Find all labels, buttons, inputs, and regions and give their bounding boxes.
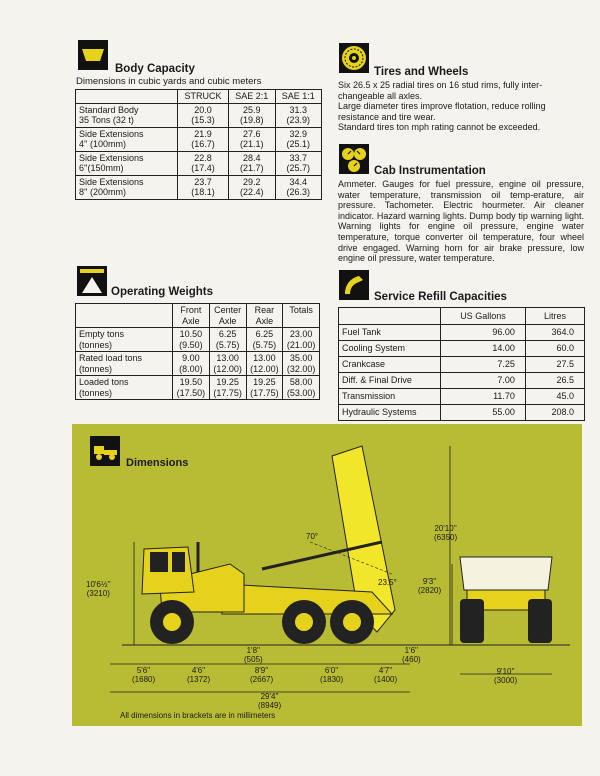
cell-metric: (53.00)	[286, 387, 316, 398]
tires-paragraph-1: Six 26.5 x 25 radial tires on 16 stud rims, fully inter-changeable all axles.	[338, 80, 543, 101]
tires-paragraph-2: Large diameter tires improve flotation, reduce rolling resistance and tire wear.	[338, 101, 546, 122]
row-label: Side Extensions	[79, 152, 144, 163]
column-header: Litres	[525, 308, 584, 325]
cell-metric: (17.75)	[213, 387, 242, 398]
cell-value: 11.70	[441, 389, 526, 405]
cell-value: 25.9	[243, 104, 261, 115]
body-capacity-table	[75, 89, 322, 200]
row-label: Loaded tons	[79, 377, 129, 387]
dimensions-footnote: All dimensions in brackets are in millimeters	[120, 711, 276, 720]
cell-metric: (21.7)	[240, 163, 264, 173]
body-capacity-subtitle: Dimensions in cubic yards and cubic meters	[76, 76, 262, 87]
cell-value: 31.3	[289, 104, 308, 115]
cell-metric: (5.75)	[252, 339, 277, 350]
cell-metric: (17.50)	[176, 387, 206, 398]
cell-value: 96.00	[441, 325, 526, 341]
cell-value: 60.0	[525, 341, 584, 357]
operating-weights-title: Operating Weights	[111, 286, 214, 298]
dump-body-icon	[78, 40, 108, 70]
wheel	[150, 600, 194, 644]
column-header-sub: Axle	[182, 315, 200, 326]
cell-value: 29.2	[243, 176, 261, 187]
cell-metric: (21.00)	[286, 339, 316, 350]
dimension-mm: (8949)	[258, 701, 282, 710]
table-row	[76, 175, 322, 199]
cell-value: 28.4	[243, 152, 261, 163]
table-row	[76, 376, 320, 400]
cell-metric: (15.3)	[191, 115, 215, 125]
dimension-mm: (505)	[244, 655, 263, 664]
ground-clearance-label	[244, 646, 263, 664]
tipped-height-label	[434, 524, 457, 542]
dimension-value: 4'6''	[191, 666, 206, 675]
dimension-value: 20'10''	[434, 524, 457, 533]
cell-metric: (18.1)	[191, 187, 215, 197]
dimension-mm: (1680)	[132, 675, 156, 684]
cell-value: 27.5	[525, 357, 584, 373]
dimension-mm: (2667)	[250, 675, 274, 684]
cell-value: 55.00	[441, 405, 526, 421]
dimension-mm: (2820)	[418, 586, 442, 595]
row-label: Standard Body	[79, 104, 139, 115]
column-header: SAE 2:1	[229, 90, 275, 104]
dimension-value: 8'9''	[254, 666, 269, 675]
row-label: Rated load tons	[79, 353, 143, 363]
cell-value: 6.25	[218, 329, 237, 339]
table-row	[339, 341, 585, 357]
dimension-value: 4'7''	[378, 666, 393, 675]
table-row	[76, 328, 320, 352]
cell-value: 19.50	[179, 377, 203, 387]
cell-value: 23.7	[194, 176, 212, 187]
column-header: Center	[214, 305, 242, 315]
rear-view-body	[460, 557, 552, 590]
cell-value: 23.00	[289, 329, 313, 339]
cell-value: 9.00	[182, 353, 200, 363]
cell-value: 20.0	[194, 104, 212, 115]
cab-title: Cab Instrumentation	[374, 165, 486, 177]
cell-value: 32.9	[289, 128, 308, 139]
cell-value: 45.0	[525, 389, 584, 405]
rear-wheel-left	[460, 599, 484, 643]
cell-metric: (9.50)	[179, 339, 203, 350]
cell-metric: (17.4)	[191, 163, 215, 173]
column-header: SAE 1:1	[275, 90, 321, 104]
cell-value: 13.00	[216, 353, 239, 363]
cell-metric: (25.1)	[286, 139, 311, 149]
cell-metric: (12.00)	[213, 363, 242, 374]
dimension-mm: (6350)	[434, 533, 458, 542]
cell-value: 27.6	[243, 128, 261, 139]
column-header	[76, 90, 178, 104]
cell-value: 33.7	[289, 152, 308, 163]
table-row	[76, 103, 322, 127]
tires-title: Tires and Wheels	[374, 66, 469, 78]
cell-value: 6.25	[255, 329, 274, 339]
cell-value: 34.4	[289, 176, 308, 187]
column-header	[339, 308, 441, 325]
row-label: Side Extensions	[79, 176, 144, 187]
column-header: Rear	[254, 305, 275, 315]
dimension-mm: (1830)	[320, 675, 344, 684]
row-sublabel: (tonnes)	[79, 363, 113, 374]
row-label: Fuel Tank	[339, 325, 441, 341]
dimension-mm: (3210)	[86, 589, 110, 598]
cell-value: 7.00	[441, 373, 526, 389]
cab-window	[150, 552, 168, 572]
cell-metric: (21.1)	[240, 139, 264, 149]
cell-value: 14.00	[441, 341, 526, 357]
rear-wheelbase-label	[320, 666, 343, 684]
row-sublabel: (tonnes)	[79, 387, 113, 398]
tires-paragraph-3: Standard tires ton mph rating cannot be exceeded.	[338, 122, 541, 132]
column-header: Totals	[289, 305, 313, 315]
cab-window	[172, 552, 185, 572]
dimension-value: 5'6''	[136, 666, 151, 675]
dimension-value: 6'0''	[324, 666, 339, 675]
rear-overhang-label	[374, 666, 397, 684]
table-row	[76, 352, 320, 376]
row-sublabel: 6''(150mm)	[79, 163, 124, 173]
dimensions-panel	[72, 424, 582, 726]
dimension-value: 9'3''	[422, 577, 437, 586]
cell-metric: (25.7)	[286, 163, 311, 173]
body-height-label	[418, 577, 441, 595]
dimension-value: 1'8''	[246, 646, 261, 655]
table-row	[339, 373, 585, 389]
fuel-pump-icon	[339, 270, 369, 300]
cell-metric: (16.7)	[191, 139, 215, 149]
angle-23-5-label: 23.5°	[378, 578, 397, 587]
angle-70-label: 70°	[306, 532, 319, 541]
column-header-sub: Axle	[255, 315, 274, 326]
dimension-mm: (1400)	[374, 675, 398, 684]
cell-value: 7.25	[441, 357, 526, 373]
cell-value: 364.0	[525, 325, 584, 341]
dimension-value: 29'4''	[260, 692, 279, 701]
dimension-value: 9'10''	[496, 667, 515, 676]
dimension-mm: (1372)	[187, 675, 211, 684]
cell-metric: (12.00)	[250, 363, 279, 374]
cell-value: 58.00	[289, 377, 313, 387]
cell-metric: (32.00)	[286, 363, 316, 374]
dimension-truck-icon	[90, 436, 120, 466]
rear-clearance-label	[402, 646, 421, 664]
rear-wheel-right	[528, 599, 552, 643]
dimension-mm: (3000)	[494, 676, 518, 685]
cab-height-label	[86, 580, 111, 598]
dimension-mm: (460)	[402, 655, 421, 664]
cell-value: 21.9	[194, 128, 212, 139]
tire-icon	[339, 43, 369, 73]
weight-triangle-icon	[77, 266, 107, 296]
cell-value: 35.00	[289, 353, 313, 363]
row-label: Hydraulic Systems	[339, 405, 441, 421]
column-header-sub: Axle	[218, 315, 237, 326]
table-row	[339, 357, 585, 373]
row-sublabel: 4'' (100mm)	[79, 139, 126, 149]
row-label: Empty tons	[79, 329, 125, 339]
cell-metric: (22.4)	[240, 187, 264, 197]
cell-metric: (23.9)	[286, 115, 311, 125]
wheel	[330, 600, 374, 644]
table-row	[339, 405, 585, 421]
overall-length-label	[258, 692, 281, 710]
table-header-row	[76, 90, 322, 104]
front-overhang-label	[132, 666, 155, 684]
overall-width-label	[494, 667, 517, 685]
row-sublabel: 8'' (200mm)	[79, 187, 126, 197]
cell-metric: (8.00)	[179, 363, 203, 374]
row-sublabel: 35 Tons (32 t)	[79, 115, 134, 125]
cell-metric: (26.3)	[286, 187, 311, 197]
cell-value: 19.25	[216, 377, 239, 387]
cab-text: Ammeter. Gauges for fuel pressure, engine oil pressure, water temperature, transmission oil temp-erature, air pressure. Tachometer. Electric hourmeter. Air cleaner indicator. Hazard warning lights. Dump body tip warning light. Warning lights for engine oil pressure, engine water temperature, torque converter oil temperature, four wheel drive engaged. Warning horn for air brake pressure, low engine oil pressure, water temperature.	[338, 179, 584, 264]
refill-table	[338, 307, 585, 421]
row-label: Diff. & Final Drive	[339, 373, 441, 389]
row-label: Crankcase	[339, 357, 441, 373]
cell-value: 10.50	[179, 329, 203, 339]
dimensions-title: Dimensions	[126, 457, 189, 469]
body-capacity-title: Body Capacity	[115, 63, 195, 75]
cell-metric: (19.8)	[240, 115, 264, 125]
table-row	[76, 151, 322, 175]
mid-wheelbase-label	[250, 666, 273, 684]
table-header-row	[339, 308, 585, 325]
row-label: Side Extensions	[79, 128, 144, 139]
table-row	[76, 127, 322, 151]
column-header: Front	[180, 305, 202, 315]
cell-value: 19.25	[253, 377, 276, 387]
gauges-icon	[339, 144, 369, 174]
table-row	[339, 389, 585, 405]
operating-weights-table	[75, 303, 320, 400]
cell-value: 13.00	[253, 353, 276, 363]
row-label: Transmission	[339, 389, 441, 405]
cell-metric: (5.75)	[215, 339, 240, 350]
column-header: STRUCK	[178, 90, 229, 104]
cell-value: 208.0	[525, 405, 584, 421]
refill-title: Service Refill Capacities	[374, 291, 507, 303]
table-header-row	[76, 304, 320, 328]
row-sublabel: (tonnes)	[79, 339, 113, 350]
cell-value: 22.8	[194, 152, 212, 163]
dimension-value: 1'6''	[404, 646, 419, 655]
row-label: Cooling System	[339, 341, 441, 357]
cell-value: 26.5	[525, 373, 584, 389]
dimension-value: 10'6½''	[86, 580, 111, 589]
table-row	[339, 325, 585, 341]
cell-metric: (17.75)	[250, 387, 279, 398]
column-header: US Gallons	[441, 308, 526, 325]
front-wheelbase-label	[187, 666, 210, 684]
wheel	[282, 600, 326, 644]
